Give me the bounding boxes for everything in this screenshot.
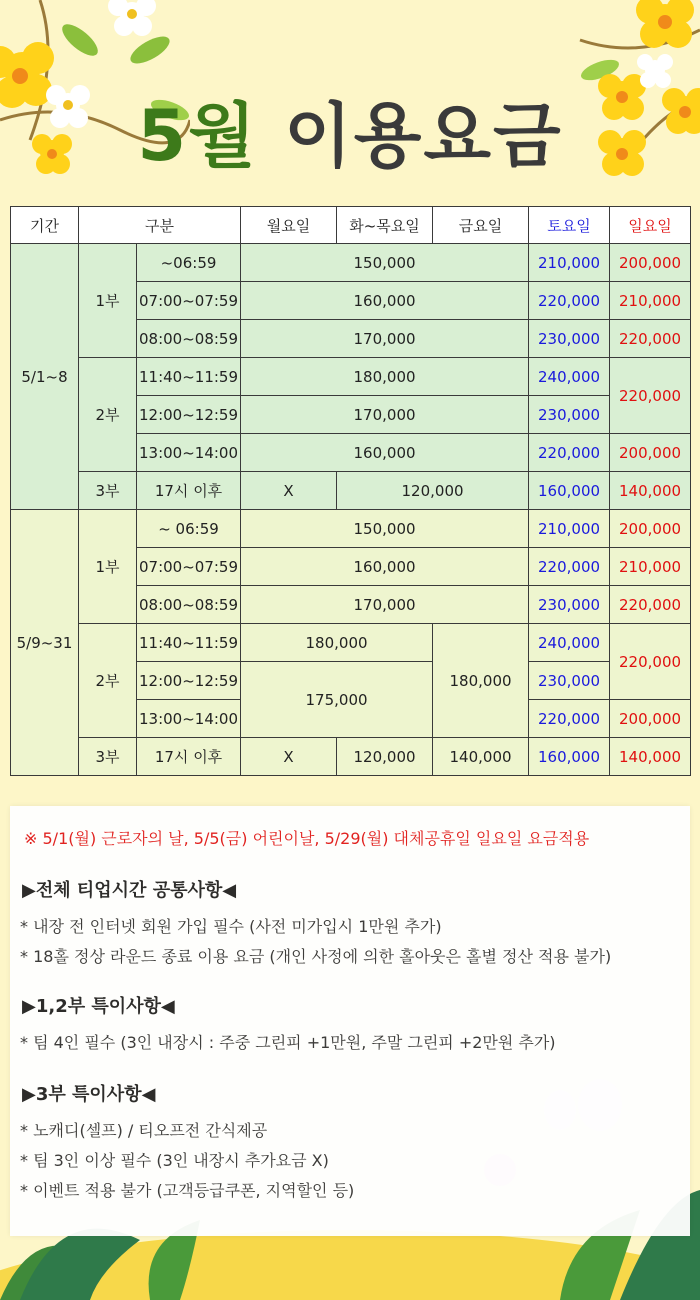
sunday-price: 220,000: [610, 624, 691, 700]
notes-panel: [10, 806, 690, 1236]
saturday-price: 230,000: [529, 586, 610, 624]
sunday-price: 220,000: [610, 320, 691, 358]
saturday-price: 160,000: [529, 738, 610, 776]
header-tue-thu: 화~목요일: [337, 207, 433, 244]
weekday-price: 160,000: [241, 282, 529, 320]
header-sunday: 일요일: [610, 207, 691, 244]
saturday-price: 230,000: [529, 320, 610, 358]
weekday-price: 150,000: [241, 244, 529, 282]
table-row: [11, 738, 691, 776]
mon-thu-price: 175,000: [241, 662, 433, 738]
title-month: 5월: [137, 95, 258, 177]
saturday-price: 210,000: [529, 244, 610, 282]
period-label: 5/1~8: [11, 244, 79, 510]
time-cell: 13:00~14:00: [137, 434, 241, 472]
list-item: * 팀 3인 이상 필수 (3인 내장시 추가요금 X): [20, 1151, 329, 1170]
header-period: 기간: [11, 207, 79, 244]
time-cell: ~06:59: [137, 244, 241, 282]
saturday-price: 220,000: [529, 434, 610, 472]
table-header-row: [11, 207, 691, 244]
tue-fri-price: 120,000: [337, 472, 529, 510]
time-cell: 17시 이후: [137, 738, 241, 776]
sunday-price: 140,000: [610, 738, 691, 776]
table-row: [11, 358, 691, 396]
sunday-price: 210,000: [610, 282, 691, 320]
header-saturday: 토요일: [529, 207, 610, 244]
time-cell: 11:40~11:59: [137, 358, 241, 396]
weekday-price: 170,000: [241, 320, 529, 358]
page-title: [0, 80, 700, 181]
time-cell: 07:00~07:59: [137, 548, 241, 586]
saturday-price: 220,000: [529, 282, 610, 320]
time-cell: 12:00~12:59: [137, 396, 241, 434]
saturday-price: 230,000: [529, 396, 610, 434]
part-label: 1부: [79, 244, 137, 358]
saturday-price: 240,000: [529, 624, 610, 662]
time-cell: 13:00~14:00: [137, 700, 241, 738]
saturday-price: 240,000: [529, 358, 610, 396]
weekday-price: 160,000: [241, 548, 529, 586]
table-row: [11, 472, 691, 510]
friday-price: 140,000: [433, 738, 529, 776]
monday-price: X: [241, 738, 337, 776]
list-item: * 팀 4인 필수 (3인 내장시 : 주중 그린피 +1만원, 주말 그린피 +2만원 추가): [20, 1033, 556, 1052]
monday-price: X: [241, 472, 337, 510]
part-label: 2부: [79, 624, 137, 738]
period-label: 5/9~31: [11, 510, 79, 776]
list-item: * 18홀 정상 라운드 종료 이용 요금 (개인 사정에 의한 홀아웃은 홀별 정산 적용 불가): [20, 947, 612, 966]
time-cell: 12:00~12:59: [137, 662, 241, 700]
part-label: 1부: [79, 510, 137, 624]
part-label: 2부: [79, 358, 137, 472]
part3-section-title: ▶3부 특이사항◀: [22, 1084, 156, 1105]
holiday-notice: ※ 5/1(월) 근로자의 날, 5/5(금) 어린이날, 5/29(월) 대체공휴일 일요일 요금적용: [24, 829, 590, 848]
time-cell: 08:00~08:59: [137, 586, 241, 624]
sunday-price: 220,000: [610, 358, 691, 434]
weekday-price: 170,000: [241, 586, 529, 624]
time-cell: 11:40~11:59: [137, 624, 241, 662]
saturday-price: 220,000: [529, 700, 610, 738]
tue-thu-price: 120,000: [337, 738, 433, 776]
sunday-price: 140,000: [610, 472, 691, 510]
common-section-title: ▶전체 티업시간 공통사항◀: [22, 880, 237, 901]
weekday-price: 150,000: [241, 510, 529, 548]
mon-thu-price: 180,000: [241, 624, 433, 662]
part12-section-title: ▶1,2부 특이사항◀: [22, 996, 175, 1017]
header-monday: 월요일: [241, 207, 337, 244]
title-rest: 이용요금: [284, 95, 563, 177]
sunday-price: 210,000: [610, 548, 691, 586]
time-cell: 08:00~08:59: [137, 320, 241, 358]
sunday-price: 200,000: [610, 700, 691, 738]
saturday-price: 160,000: [529, 472, 610, 510]
weekday-price: 170,000: [241, 396, 529, 434]
list-item: * 내장 전 인터넷 회원 가입 필수 (사전 미가입시 1만원 추가): [20, 917, 442, 936]
table-row: [11, 244, 691, 282]
table-row: [11, 510, 691, 548]
part-label: 3부: [79, 472, 137, 510]
header-friday: 금요일: [433, 207, 529, 244]
header-category: 구분: [79, 207, 241, 244]
saturday-price: 230,000: [529, 662, 610, 700]
weekday-price: 160,000: [241, 434, 529, 472]
time-cell: ~ 06:59: [137, 510, 241, 548]
sunday-price: 220,000: [610, 586, 691, 624]
list-item: * 이벤트 적용 불가 (고객등급쿠폰, 지역할인 등): [20, 1181, 355, 1200]
saturday-price: 210,000: [529, 510, 610, 548]
weekday-price: 180,000: [241, 358, 529, 396]
sunday-price: 200,000: [610, 434, 691, 472]
sunday-price: 200,000: [610, 244, 691, 282]
time-cell: 07:00~07:59: [137, 282, 241, 320]
saturday-price: 220,000: [529, 548, 610, 586]
sunday-price: 200,000: [610, 510, 691, 548]
fee-table: [10, 206, 691, 776]
table-row: [11, 624, 691, 662]
time-cell: 17시 이후: [137, 472, 241, 510]
list-item: * 노캐디(셀프) / 티오프전 간식제공: [20, 1121, 268, 1140]
friday-price: 180,000: [433, 624, 529, 738]
part-label: 3부: [79, 738, 137, 776]
